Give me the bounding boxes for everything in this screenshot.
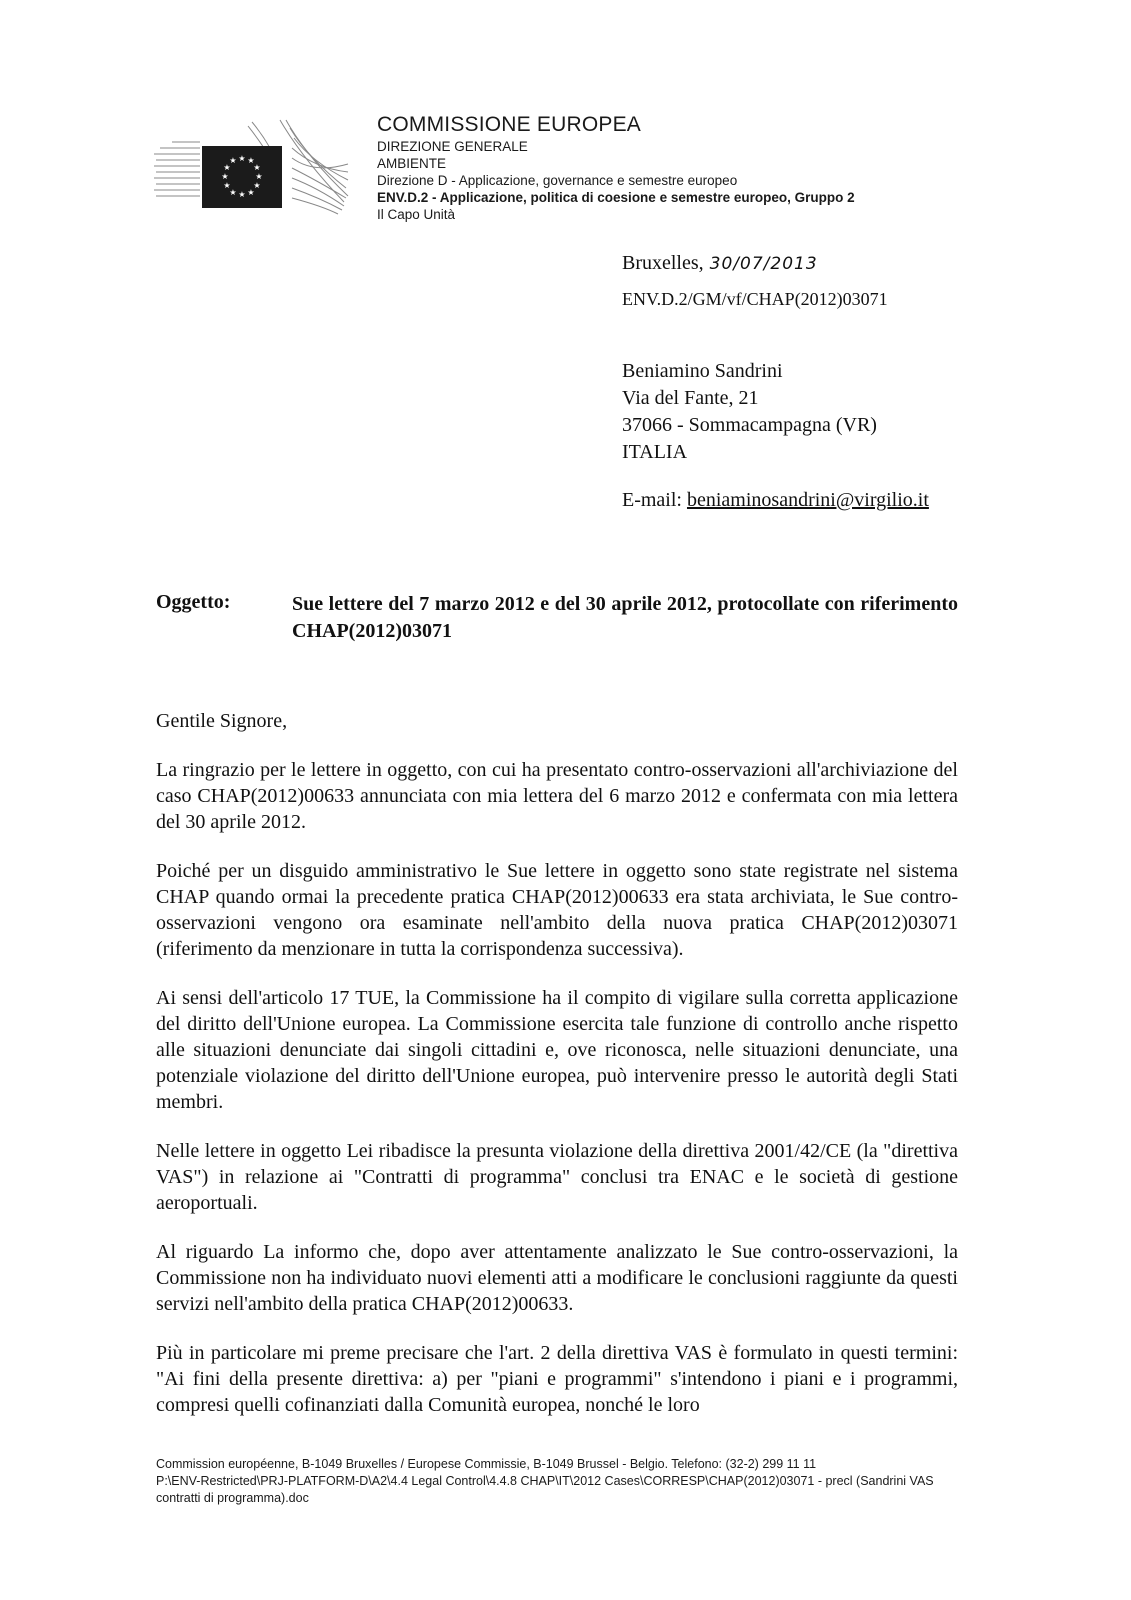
svg-text:★: ★ (247, 188, 255, 197)
footer-address: Commission européenne, B-1049 Bruxelles / Europese Commissie, B-1049 Brussel - Belgio. Telefono: (32-2) 299 11 11 (156, 1457, 817, 1471)
paragraph: Nelle lettere in oggetto Lei ribadisce la presunta violazione della direttiva 2001/42/CE (la "direttiva VAS") in relazione ai "Contratti di programma" conclusi tra ENAC e le società di gestione aeroportuali. (156, 1140, 958, 1214)
svg-text:★: ★ (255, 172, 263, 181)
footer-filepath: P:\ENV-Restricted\PRJ-PLATFORM-D\A2\4.4 Legal Control\4.4.8 CHAP\IT\2012 Cases\CORRESP\CHAP(2012)03071 - precl (Sandrini VAS contratti di programma).doc (156, 1474, 934, 1505)
salutation: Gentile Signore, (156, 710, 288, 732)
paragraph: Al riguardo La informo che, dopo aver attentamente analizzato le Sue contro-osservazioni, la Commissione non ha individuato nuovi elementi atti a modificare le conclusioni raggiunte da questi servizi nell'ambito della pratica CHAP(2012)00633. (156, 1241, 958, 1315)
email-label: E-mail: (622, 489, 682, 511)
signatory-role: Il Capo Unità (377, 207, 456, 222)
unit-name: ENV.D.2 - Applicazione, politica di coesione e semestre europeo, Gruppo 2 (377, 190, 855, 205)
email-link[interactable]: beniaminosandrini@virgilio.it (686, 489, 929, 511)
recipient-email (622, 489, 929, 512)
paragraph: La ringrazio per le lettere in oggetto, con cui ha presentato contro-osservazioni all'archiviazione del caso CHAP(2012)00633 annunciata con mia lettera del 6 marzo 2012 e confermata con mia lettera del 30 aprile 2012. (156, 759, 958, 833)
recipient-name: Beniamino Sandrini (622, 360, 783, 382)
recipient-city: 37066 - Sommacampagna (VR) (622, 414, 877, 436)
recipient-street: Via del Fante, 21 (622, 387, 759, 409)
letter-body (156, 708, 958, 1441)
svg-text:★: ★ (238, 154, 246, 163)
date-place: Bruxelles, (622, 252, 704, 274)
subject-label: Oggetto: (156, 591, 231, 613)
paragraph: Poiché per un disguido amministrativo le Sue lettere in oggetto sono state registrate nel sistema CHAP quando ormai la precedente pratica CHAP(2012)00633 era stata archiviata, le Sue contro-osservazioni vengono ora esaminate nell'ambito della nuova pratica CHAP(2012)03071 (riferimento da menzionare in tutta la corrispondenza successiva). (156, 860, 958, 960)
paragraph: Più in particolare mi preme precisare che l'art. 2 della direttiva VAS è formulato in questi termini: "Ai fini della presente direttiva: a) per "piani e programmi" s'intendono i piani e i programmi, compresi quelli cofinanziati dalla Comunità europea, nonché le loro (156, 1342, 958, 1416)
svg-text:★: ★ (253, 163, 261, 172)
date-line (622, 252, 818, 275)
svg-text:★: ★ (229, 188, 237, 197)
svg-text:★: ★ (223, 181, 231, 190)
eu-flag-icon (152, 118, 352, 218)
direction-name: Direzione D - Applicazione, governance e semestre europeo (377, 173, 738, 188)
commission-logo (152, 118, 352, 218)
reference-number: ENV.D.2/GM/vf/CHAP(2012)03071 (622, 289, 888, 309)
svg-text:★: ★ (223, 163, 231, 172)
recipient-country: ITALIA (622, 441, 688, 463)
svg-text:★: ★ (253, 181, 261, 190)
svg-text:★: ★ (238, 190, 246, 199)
svg-text:★: ★ (221, 172, 229, 181)
org-name: COMMISSIONE EUROPEA (377, 113, 642, 136)
dg-name-2: AMBIENTE (377, 156, 447, 171)
svg-text:★: ★ (229, 156, 237, 165)
letterhead (377, 112, 855, 223)
page-footer (156, 1456, 966, 1507)
recipient-address (622, 358, 877, 466)
dg-name: DIREZIONE GENERALE (377, 139, 528, 154)
svg-text:★: ★ (247, 156, 255, 165)
paragraph: Ai sensi dell'articolo 17 TUE, la Commissione ha il compito di vigilare sulla corretta applicazione del diritto dell'Unione europea. La Commissione esercita tale funzione di controllo anche rispetto alle situazioni denunciate dai singoli cittadini e, ove riconosca, nelle situazioni denunciate, una potenziale violazione del diritto dell'Unione europea, può intervenire presso le autorità degli Stati membri. (156, 987, 958, 1113)
handwritten-date: 30/07/2013 (709, 254, 818, 274)
subject-text: Sue lettere del 7 marzo 2012 e del 30 aprile 2012, protocollate con riferimento CHAP(2012)03071 (292, 593, 958, 642)
